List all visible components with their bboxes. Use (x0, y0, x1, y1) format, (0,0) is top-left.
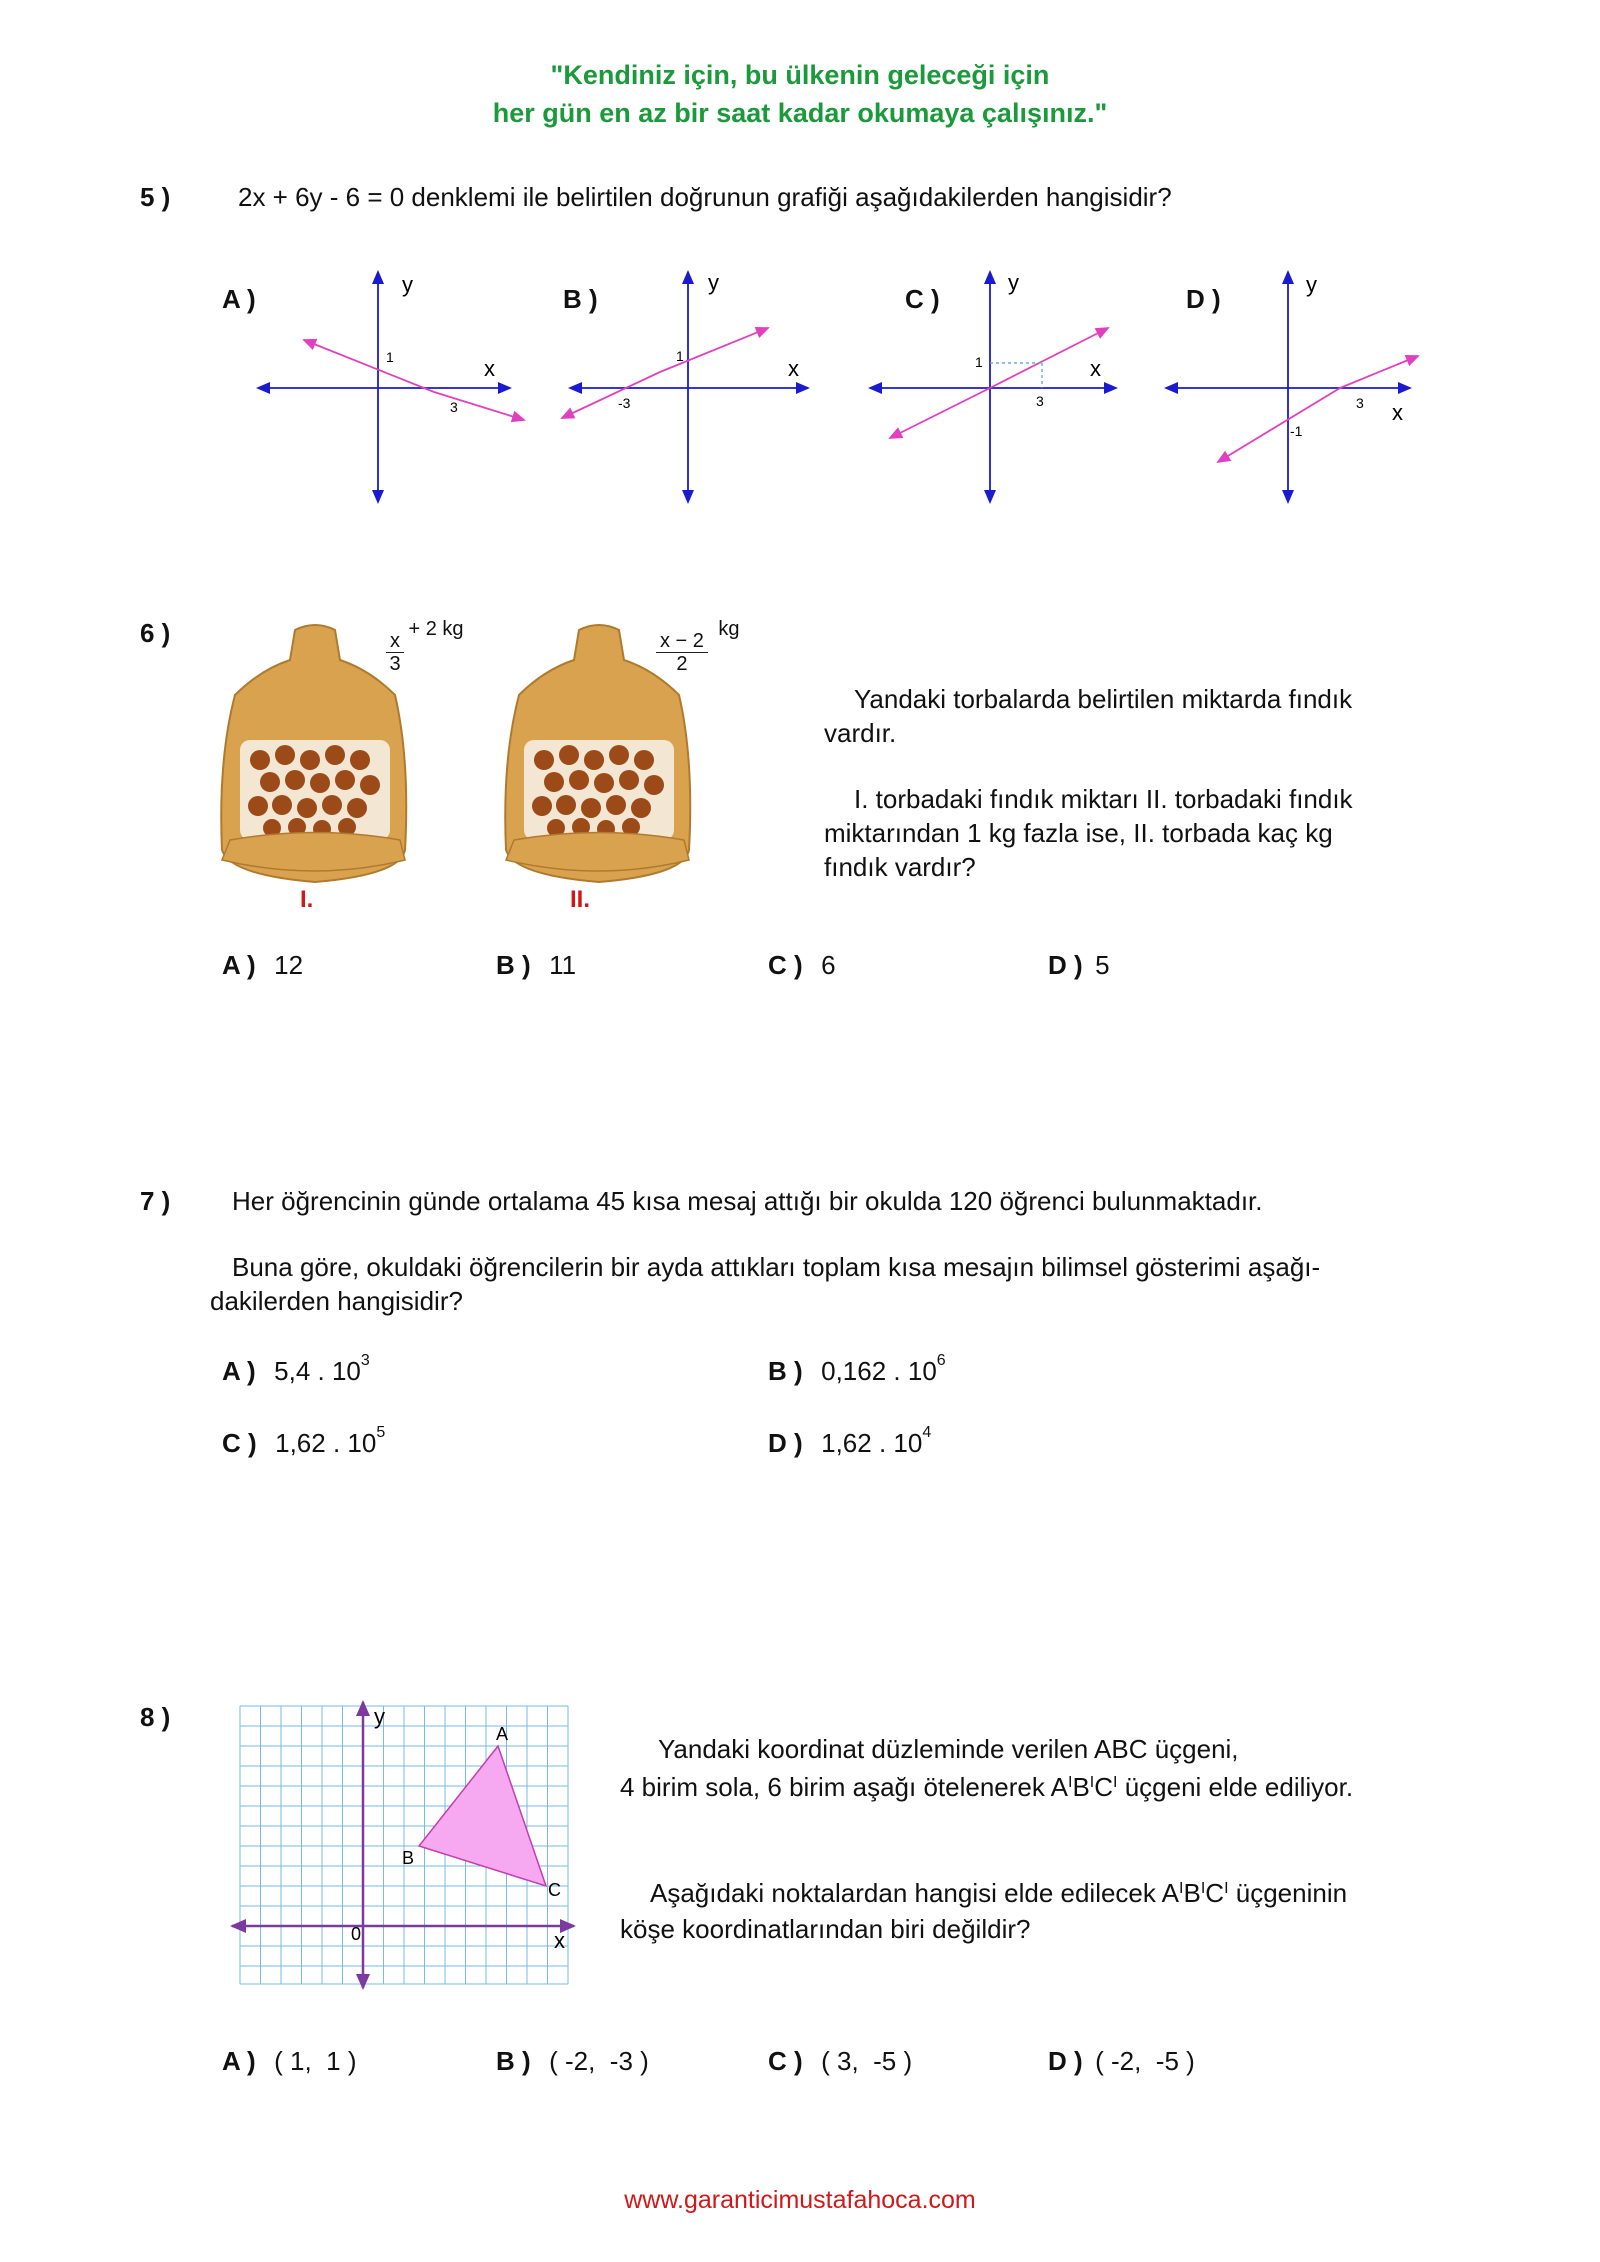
q8-line-4: köşe koordinatlarından biri değildir? (620, 1914, 1031, 1944)
option-label: C ) (768, 2046, 803, 2076)
prime-mark: I (1179, 1880, 1184, 1897)
q6-bag-2-label: II. (570, 886, 591, 913)
prime-mark: I (1200, 1880, 1206, 1897)
q6-option-b[interactable] (496, 950, 576, 981)
prime-mark: I (1224, 1880, 1229, 1897)
q6-bag-1-fraction (386, 630, 404, 675)
option-value: 12 (274, 950, 304, 980)
fraction-denominator: 2 (676, 653, 688, 675)
fraction-numerator: x − 2 (656, 630, 708, 653)
line-arrow (562, 372, 660, 418)
q8-line-1: Yandaki koordinat düzleminde verilen ABC üçgeni, (658, 1734, 1239, 1764)
option-label: A ) (222, 950, 256, 980)
option-value: 11 (549, 950, 577, 980)
q6-bag-2-unit: kg (718, 618, 740, 640)
header-line-2: her gün en az bir saat kadar okumaya çalışınız." (492, 98, 1108, 128)
q6-bag-2-fraction (656, 630, 708, 675)
q5-graph-d (1166, 272, 1418, 502)
q5-option-a-label: A ) (222, 284, 256, 314)
y-axis-label: y (1008, 270, 1019, 295)
footer-url[interactable]: www.garanticimustafahoca.com (624, 2186, 976, 2214)
q7-line-1: Her öğrencinin günde ortalama 45 kısa mesaj attığı bir okulda 120 öğrenci bulunmaktadır. (232, 1186, 1263, 1216)
q8-line-2-vertex-c: C (1094, 1772, 1114, 1802)
q8-line-3-vertex-c: C (1205, 1878, 1225, 1908)
q6-option-c[interactable] (768, 950, 836, 981)
q5-graph-a (258, 272, 524, 502)
q8-number: 8 ) (140, 1702, 171, 1732)
q6-bag-1-unit: + 2 kg (408, 618, 464, 640)
option-label: A ) (222, 1356, 256, 1386)
option-exponent: 4 (922, 1424, 932, 1441)
option-value: ( 1, 1 ) (274, 2046, 357, 2076)
q6-bag-1-label: I. (300, 886, 314, 913)
q8-option-c[interactable] (768, 2046, 912, 2077)
option-label: D ) (1048, 950, 1083, 980)
option-exponent: 6 (936, 1352, 946, 1369)
q7-option-b[interactable] (768, 1352, 946, 1387)
q6-option-a[interactable] (222, 950, 303, 981)
x-axis-label: x (1090, 356, 1101, 381)
fraction-numerator: x (386, 630, 404, 653)
q6-option-d[interactable] (1048, 950, 1110, 981)
option-label: D ) (768, 1428, 803, 1458)
option-value: ( -2, -3 ) (549, 2046, 649, 2076)
line-arrow (1218, 388, 1340, 462)
q8-line-2-end: üçgeni elde ediliyor. (1117, 1772, 1354, 1802)
q6-para-2-line-3: fındık vardır? (824, 852, 976, 882)
option-value: ( 3, -5 ) (821, 2046, 913, 2076)
option-label: C ) (768, 950, 803, 980)
vertex-c-label: C (548, 1880, 561, 1900)
header-line-1: "Kendiniz için, bu ülkenin geleceği için (550, 60, 1050, 90)
q6-para-1-line-2: vardır. (824, 718, 897, 748)
fraction-denominator: 3 (389, 653, 401, 675)
q8-coordinate-grid (230, 1700, 580, 1990)
q7-option-d[interactable] (768, 1424, 932, 1459)
grid-x-label: x (554, 1928, 565, 1953)
q5-option-c-label: C ) (905, 284, 940, 314)
q6-number: 6 ) (140, 618, 171, 648)
option-exponent: 3 (360, 1352, 370, 1369)
q8-option-a[interactable] (222, 2046, 357, 2077)
q5-option-b-label: B ) (563, 284, 598, 314)
line-arrow (890, 388, 990, 438)
grid-origin-label: 0 (351, 1924, 362, 1944)
prime-mark: I (1068, 1774, 1073, 1791)
q8-line-3 (650, 1876, 1347, 1910)
line-arrow (434, 392, 524, 420)
grid-y-label: y (374, 1704, 385, 1729)
option-value: 6 (821, 950, 836, 980)
prime-mark: I (1089, 1774, 1095, 1791)
q5-graphs (0, 0, 1600, 520)
vertex-b-label: B (402, 1848, 415, 1868)
option-mantissa: 1,62 . 10 (821, 1428, 923, 1458)
axis-mark: 1 (676, 348, 684, 364)
line-arrow (304, 340, 434, 392)
prime-mark: I (1113, 1774, 1118, 1791)
option-label: A ) (222, 2046, 256, 2076)
q5-number: 5 ) (140, 182, 171, 212)
y-axis-label: y (1306, 272, 1317, 297)
x-axis-label: x (788, 356, 799, 381)
vertex-a-label: A (496, 1724, 509, 1744)
line-arrow (1340, 356, 1418, 388)
q8-option-b[interactable] (496, 2046, 649, 2077)
q7-option-c[interactable] (222, 1424, 386, 1459)
axis-mark: -1 (1290, 423, 1303, 439)
q8-line-2-start: 4 birim sola, 6 birim aşağı ötelenerek A (620, 1772, 1068, 1802)
option-exponent: 5 (376, 1424, 386, 1441)
y-axis-label: y (402, 272, 413, 297)
q8-line-2 (620, 1770, 1353, 1804)
option-mantissa: 5,4 . 10 (274, 1356, 361, 1386)
axis-mark: 3 (1356, 395, 1364, 411)
x-axis-label: x (1392, 400, 1403, 425)
q6-bag-1-amount (386, 618, 464, 675)
axis-mark: 1 (386, 349, 394, 365)
option-label: B ) (768, 1356, 803, 1386)
option-label: B ) (496, 2046, 531, 2076)
q7-line-3: dakilerden hangisidir? (210, 1286, 463, 1316)
q6-para-2-line-1: I. torbadaki fındık miktarı II. torbadaki fındık (854, 784, 1353, 814)
option-value: ( -2, -5 ) (1095, 2046, 1195, 2076)
option-mantissa: 0,162 . 10 (821, 1356, 937, 1386)
axis-mark: 1 (975, 354, 983, 370)
q5-option-d-label: D ) (1186, 284, 1221, 314)
q8-line-3-vertex-b: B (1183, 1878, 1201, 1908)
q6-bag-2-amount (656, 618, 740, 675)
axis-mark: 3 (450, 399, 458, 415)
q8-option-d[interactable] (1048, 2046, 1195, 2077)
y-axis-label: y (708, 270, 719, 295)
q5-graph-b (562, 270, 808, 502)
option-label: C ) (222, 1428, 257, 1458)
x-axis-label: x (484, 356, 495, 381)
option-label: B ) (496, 950, 531, 980)
q5-text: 2x + 6y - 6 = 0 denklemi ile belirtilen doğrunun grafiği aşağıdakilerden hangisidir? (238, 182, 1172, 212)
q7-option-a[interactable] (222, 1352, 370, 1387)
q8-line-3-start: Aşağıdaki noktalardan hangisi elde edilecek A (650, 1878, 1180, 1908)
q8-line-3-end: üçgeninin (1228, 1878, 1348, 1908)
option-mantissa: 1,62 . 10 (275, 1428, 377, 1458)
axis-mark: -3 (618, 395, 631, 411)
q8-line-2-vertex-b: B (1072, 1772, 1090, 1802)
q5-graph-c (870, 270, 1116, 502)
q6-para-1-line-1: Yandaki torbalarda belirtilen miktarda fındık (854, 684, 1353, 714)
axis-mark: 3 (1036, 393, 1044, 409)
option-label: D ) (1048, 2046, 1083, 2076)
option-value: 5 (1095, 950, 1110, 980)
q7-number: 7 ) (140, 1186, 171, 1216)
q6-para-2-line-2: miktarından 1 kg fazla ise, II. torbada kaç kg (824, 818, 1333, 848)
q7-line-2: Buna göre, okuldaki öğrencilerin bir ayda attıkları toplam kısa mesajın bilimsel gösterimi aşağı- (232, 1252, 1321, 1282)
